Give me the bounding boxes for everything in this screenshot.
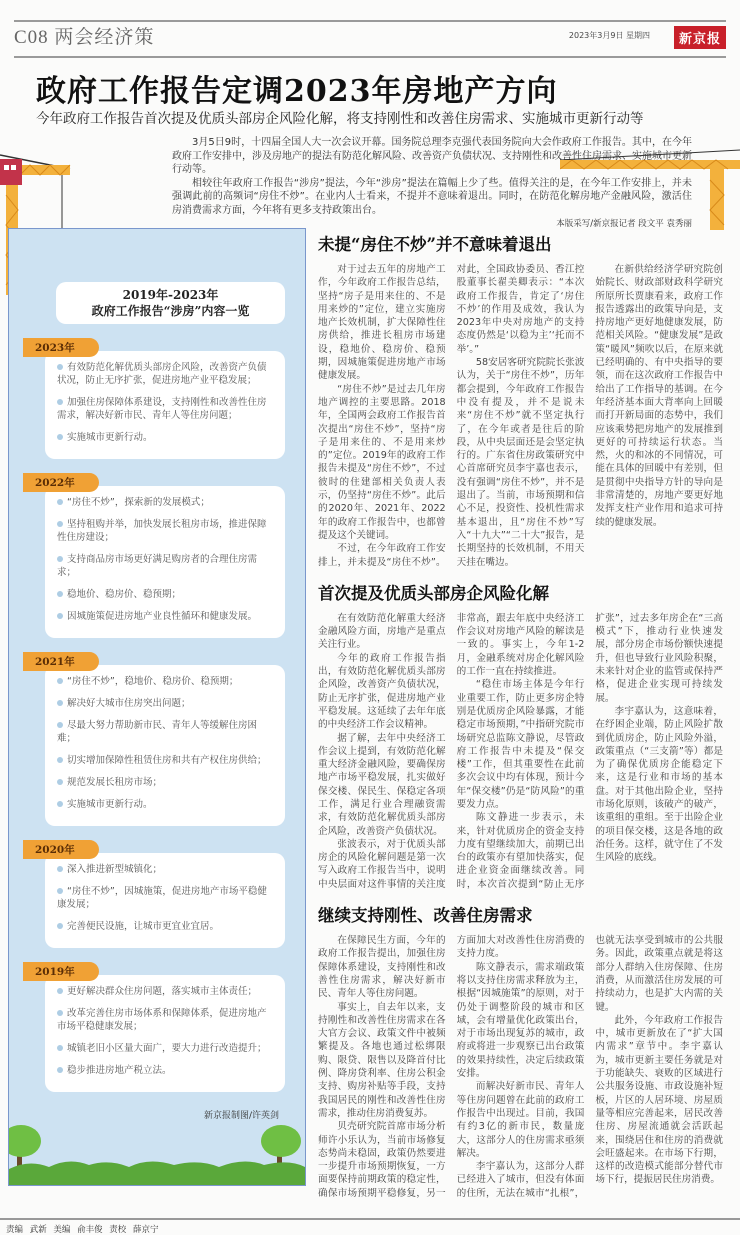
policy-item: 加强住房保障体系建设，支持刚性和改善性住房需求，解决好新市民、青年人等住房问题；: [57, 396, 275, 422]
policy-item: 完善便民设施，让城市更宜业宜居。: [57, 920, 275, 933]
issue-date: 2023年3月9日 星期四: [568, 31, 650, 40]
trees-illustration: [9, 1125, 305, 1185]
year-block: [27, 471, 285, 638]
article-paragraph: 不过，在今年政府工作安排上，并未提及“房住不炒”。对此，全国政协委员、香江控股董事长翟美卿表示：“本次政府工作报告，肯定了‘房住不炒’的作用及成效，我认为2023年中央对房地产的支持态度仍然是‘以稳为主’‘托而不举’。”: [318, 264, 585, 568]
policy-item: 有效防范化解优质头部房企风险，改善资产负债状况，防止无序扩张，促进房地产业平稳发展；: [57, 361, 275, 387]
policy-item: 改革完善住房市场体系和保障体系，促进房地产市场平稳健康发展；: [57, 1007, 275, 1033]
policy-item: “房住不炒”，探索新的发展模式；: [57, 496, 275, 509]
policy-item: “房住不炒”，因城施策，促进房地产市场平稳健康发展；: [57, 885, 275, 911]
article-paragraph: 张波表示，对于优质头部房企的风险化解问题是第一次写入政府工作报告当中，说明中央层面对这件事情的关注度非常高，跟去年底中央经济工作会议对房地产风险的解读是一致的。事实上，今年1-2月，金融系统对房企化解风险的工作一直在持续推进。: [318, 612, 585, 890]
policy-item: 尽最大努力帮助新市民、青年人等缓解住房困难；: [57, 719, 275, 745]
graphic-credit: 新京报制图/许英剑: [203, 1111, 279, 1121]
year-block: [27, 838, 285, 948]
articles-column: [318, 234, 723, 1214]
policy-item: 城镇老旧小区量大面广，要大力进行改造提升；: [57, 1042, 275, 1055]
article-paragraph: 今年的政府工作报告指出，有效防范化解优质头部房企风险，改善资产负债状况，防止无序扩张，促进房地产业平稳发展。这延续了去年年底的中央经济工作会议精神。: [318, 652, 446, 731]
policy-item: 切实增加保障性租赁住房和共有产权住房供给；: [57, 754, 275, 767]
sidebar-title: [56, 282, 285, 324]
policy-item: 稳地价、稳房价、稳预期；: [57, 588, 275, 601]
article-paragraph: “稳住市场主体是今年行业重要工作，防止更多房企特别是优质房企风险暴露，才能稳定市场预期，”中指研究院市场研究总监陈文静说，尽管政府工作报告中未提及“保交楼”工作，但其重要性在此前多次会议中均有体现，预计今年“保交楼”仍是“防风险”的重要发力点。: [456, 679, 585, 810]
article-paragraph: 58安居客研究院院长张波认为，关于“房住不炒”，历年都会提到，今年政府工作报告中没有提及，并不是说未来“房住不炒”就不坚定执行了，在今年或者是往后的阶段，从中央层面还是会坚定执行的。广东省住房政策研究中心首席研究员李宇嘉也表示，没有强调“房住不炒”，并不是退出了。当前，市场预期和信心不足，投资性、投机性需求基本退出，且“房住不炒”写入“十九大”“二十大”报告，是长期坚持的长效机制，不用天天挂在嘴边。: [456, 357, 585, 568]
year-tab: 2019年: [23, 962, 99, 981]
article-paragraph: 在有效防范化解重大经济金融风险方面，房地产是重点关注行业。: [318, 612, 446, 651]
intro-block: [172, 136, 692, 232]
editor-credits: 责编 武新 美编 俞丰俊 责校 薛京宁: [6, 1225, 159, 1235]
year-tab: 2023年: [23, 338, 99, 357]
article-paragraph: 而解决好新市民、青年人等住房问题曾在此前的政府工作报告中出现过。目前，我国有约3亿的新市民，数量庞大，这部分人的住房需求亟须解决。: [456, 1081, 585, 1159]
article-paragraph: 此外，今年政府工作报告中，城市更新放在了“扩大国内需求”章节中。李宇嘉认为，城市更新主要任务就是对于功能缺失、衰败的区域进行公共服务设施、市政设施补短板，片区的人居环境、房屋质量等相应完善起来，居民改善住房、房屋流通就会活跃起来，围绕居住和住房的消费就会旺盛起来。在市场下行期，这样的改造模式能部分替代市场下行，提振居民住房消费。: [595, 1014, 723, 1186]
sidebar-title-line1: 2019年-2023年: [122, 288, 219, 302]
section-heading-2: 首次提及优质头部房企风险化解: [318, 583, 549, 603]
policy-item: 更好解决群众住房问题，落实城市主体责任；: [57, 985, 275, 998]
year-tab: 2022年: [23, 473, 99, 492]
article-paragraph: 事实上，自去年以来，支持刚性和改善性住房需求在各大官方会议、政策文件中被频繁提及。各地也通过松绑限购、限贷、限售以及降首付比例、降房贷利率、住房公积金支持、购房补贴等手段，支持我国居民的刚性和改善性住房需求，推动住房消费复苏。: [318, 1001, 446, 1119]
policy-item: 因城施策促进房地产业良性循环和健康发展。: [57, 610, 275, 623]
section-heading-1: 未提“房住不炒”并不意味着退出: [318, 235, 552, 254]
sidebar-title-line2: 政府工作报告“涉房”内容一览: [91, 304, 250, 318]
header-rule-bottom: [14, 56, 726, 58]
policy-item: “房住不炒”，稳地价、稳房价、稳预期；: [57, 675, 275, 688]
year-list: [9, 336, 305, 1104]
article-paragraph: “房住不炒”是过去几年房地产调控的主要思路。2018年，全国两会政府工作报告首次提出“房住不炒”，坚持“房子是用来住的、不是用来炒的”定位。2019年的政府工作报告未提及“房住不炒”，不过彼时的住建部相关负责人表示，仍坚持“房住不炒”。此后的2020年、2021年、2022年的政府工作报告中，也都曾提及这个关键词。: [318, 383, 446, 541]
year-block: [27, 650, 285, 826]
year-card: [45, 853, 285, 948]
article-paragraph: 在保障民生方面，今年的政府工作报告提出，加强住房保障体系建设，支持刚性和改善性住房需求，解决好新市民、青年人等住房问题。: [318, 935, 446, 1000]
byline: 本版采写/新京报记者 段文平 袁秀丽: [556, 219, 692, 229]
section-body-3: [318, 934, 723, 1200]
policy-item: 坚持租购并举，加快发展长租房市场，推进保障性住房建设；: [57, 518, 275, 544]
year-card: [45, 975, 285, 1092]
headline: 政府工作报告定调2023年房地产方向: [36, 74, 558, 109]
section-body-1: [318, 263, 723, 569]
intro-paragraph: 相较往年政府工作报告“涉房”提法，今年“涉房”提法在篇幅上少了些。值得关注的是，在今年工作安排上，并未强调此前的高频词“房住不炒”。在业内人士看来，不提并不意味着退出。同时，在防范化解房地产金融风险，激活住房消费需求方面，今年将有更多支持政策出台。: [172, 177, 692, 216]
year-tab: 2020年: [23, 840, 99, 859]
intro-paragraph: 3月5日9时，十四届全国人大一次会议开幕。国务院总理李克强代表国务院向大会作政府工作报告。其中，在今年政府工作安排中，涉及房地产的提法有防范化解风险、改善资产负债状况、支持刚性和改善性住房需求、实施城市更新行动等。: [172, 137, 692, 175]
article-paragraph: 李宇嘉认为，这部分人群已经进入了城市，但没有体面的住所，无法在城市“扎根”，也就无法享受到城市的公共服务。因此，政策重点就是将这部分人群纳入住房保障、住房消费，从而激活住房发展的可持续动力，也是扩大内需的关键。: [456, 935, 723, 1199]
year-tab: 2021年: [23, 652, 99, 671]
policy-item: 稳步推进房地产税立法。: [57, 1064, 275, 1077]
year-block: [27, 960, 285, 1092]
article-paragraph: 对于过去五年的房地产工作，今年政府工作报告总结，坚持“房子是用来住的、不是用来炒的”定位，建立实施房地产长效机制，扩大保障性住房供给，推进长租房市场建设，稳地价、稳房价、稳预期，因城施策促进房地产市场健康发展。: [318, 264, 446, 382]
article-paragraph: 贝壳研究院首席市场分析师许小乐认为，当前市场修复态势尚未稳固，政策仍然要进一步提升市场预期恢复，一方面要保持前期政策的稳定性，确保市场预期平稳修复，另一方面加大对改善性住房消费的支持力度。: [318, 935, 585, 1199]
year-card: [45, 351, 285, 459]
year-card: [45, 486, 285, 638]
policy-item: 深入推进新型城镇化；: [57, 863, 275, 876]
policy-item: 支持商品房市场更好满足购房者的合理住房需求；: [57, 553, 275, 579]
newspaper-logo: 新京报: [674, 26, 726, 49]
year-card: [45, 665, 285, 826]
policy-item: 规范发展长租房市场；: [57, 776, 275, 789]
section-heading-3: 继续支持刚性、改善住房需求: [318, 906, 533, 926]
timeline-sidebar: [8, 228, 306, 1186]
article-paragraph: 李宇嘉认为，这意味着，在纾困企业端，防止风险扩散到优质房企，防止风险外溢，政策重点（“三支箭”等）都是为了确保优质房企能稳定下来，这是行业和市场的基本盘。对于其他出险企业，坚持市场化原则，该破产的破产，该重组的重组。至于出险企业的项目保交楼，这是各地的政治任务。这样，就守住了不发生风险的底线。: [595, 705, 723, 864]
subheadline: 今年政府工作报告首次提及优质头部房企风险化解，将支持刚性和改善住房需求、实施城市更新行动等: [36, 111, 644, 127]
article-paragraph: 陈文静进一步表示，未来，针对优质房企的资金支持力度有望继续加大，前期已出台的政策亦有望加快落实，促进企业资金面继续改善。同时，本次首次提到“防止无序扩张”，过去多年房企在“三高模式”下，推动行业快速发展，部分房企市场份额快速提升，但也导致行业风险积聚，未来针对企业的监管或保持严格，促进企业实现可持续发展。: [456, 612, 723, 890]
policy-item: 解决好大城市住房突出问题；: [57, 697, 275, 710]
section-body-2: [318, 612, 723, 891]
footer-rule: [0, 1218, 740, 1220]
page-section-label: C08 两会经济策: [14, 27, 155, 48]
article-paragraph: 据了解，去年中央经济工作会议上提到，有效防范化解重大经济金融风险，要确保房地产市场平稳发展，扎实做好保交楼、保民生、保稳定各项工作，满足行业合理融资需求，有效防范化解优质头部房企风险，改善资产负债状况。: [318, 732, 446, 837]
policy-item: 实施城市更新行动。: [57, 431, 275, 444]
article-paragraph: 陈文静表示，需求端政策将以支持住房需求释放为主，根据“因城施策”的原则，对于仍处于调整阶段的城市和区域，会有增量优化政策出台，对于市场出现复苏的城市，政府或将进一步观察已出台政策的效果持续性，决定后续政策安排。: [456, 961, 585, 1080]
article-paragraph: 在新供给经济学研究院创始院长、财政部财政科学研究所原所长贾康看来，政府工作报告透露出的政策导向是，支持房地产更好地健康发展，防范相关风险。“健康发展”是政策“暖风”频吹以后，在原来就已经明确的、有中央指导的要领，而在这次政府工作报告中给出了工作指导的基调。在今年经济基本面大背率向上回暖而打开新局面的态势中，我们应该乘势把房地产的发展推到更好的可持续运行状态。当然，火的和冰的不同情况，可能在具体的回暖中有差别，但是贯彻中央指导方针的导向是非常清楚的，房地产要更好地发挥支柱产业作用和追求可持续的健康发展。: [595, 264, 723, 528]
year-block: [27, 336, 285, 459]
policy-item: 实施城市更新行动。: [57, 798, 275, 811]
